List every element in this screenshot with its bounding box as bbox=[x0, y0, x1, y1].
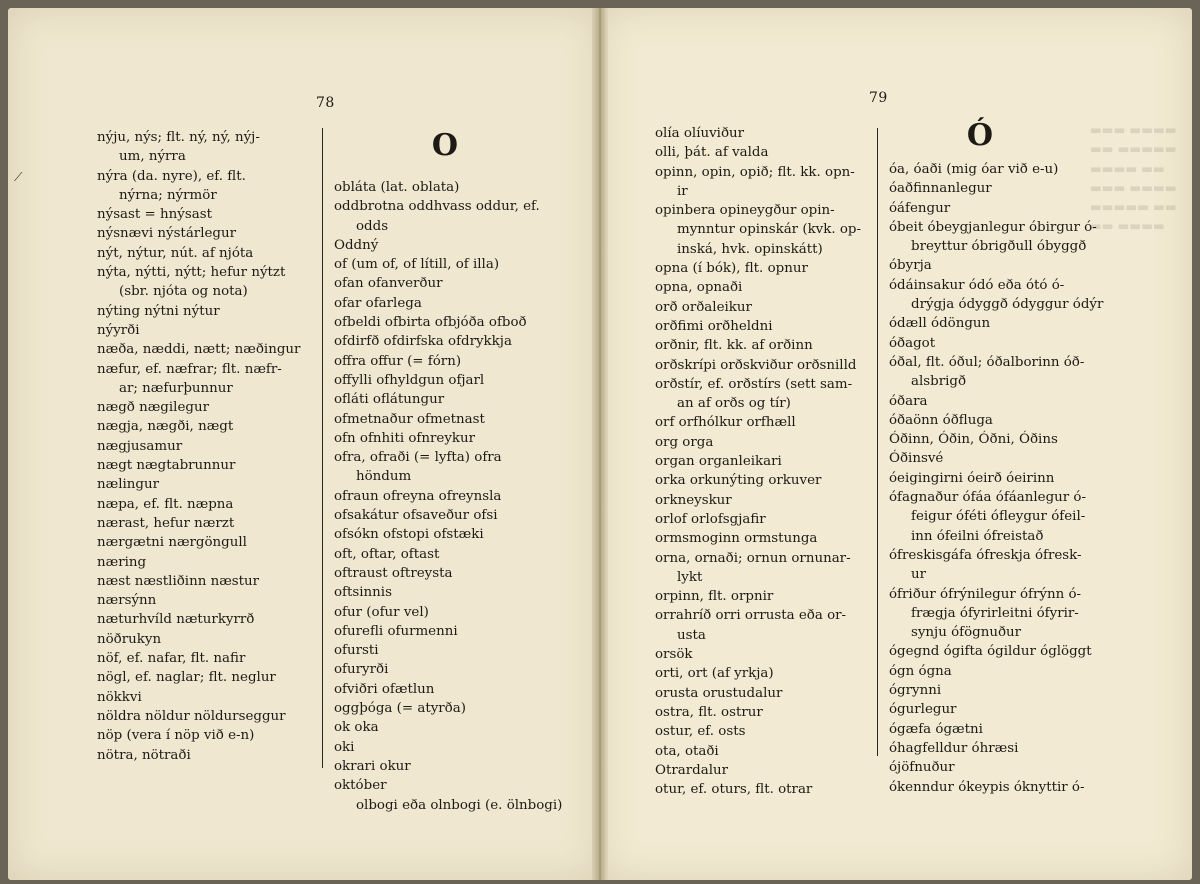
dictionary-entry: ógrynni bbox=[889, 683, 942, 699]
dictionary-entry: nægt nægtabrunnur bbox=[97, 458, 236, 474]
left-column-2 bbox=[334, 178, 563, 815]
dictionary-entry: synju ófögnuður bbox=[911, 625, 1022, 641]
section-letter-o-acute: Ó bbox=[966, 118, 994, 153]
dictionary-entry: ar; næfurþunnur bbox=[119, 380, 233, 396]
dictionary-entry: orrahríð orri orrusta eða or- bbox=[655, 608, 847, 624]
dictionary-entry: nærsýnn bbox=[97, 593, 157, 609]
bleed-through-decoration: ▬▬▬ ▬▬▬▬ ▬▬ ▬▬▬▬▬ ▬▬▬▬ ▬▬ ▬▬▬ ▬▬▬▬ ▬▬▬▬▬ ▬▬ ▬▬ ▬▬▬▬ bbox=[1090, 122, 1177, 234]
dictionary-entry: næring bbox=[97, 554, 147, 570]
dictionary-entry: alsbrigð bbox=[911, 374, 967, 390]
dictionary-entry: ofsakátur ofsaveður ofsi bbox=[334, 508, 498, 524]
right-column-2 bbox=[889, 160, 1114, 797]
dictionary-entry: nýra (da. nyre), ef. flt. bbox=[97, 168, 246, 184]
dictionary-entry: um, nýrra bbox=[119, 149, 186, 165]
dictionary-entry: óaðfinnanlegur bbox=[889, 181, 992, 197]
dictionary-entry: næða, næddi, nætt; næðingur bbox=[97, 342, 301, 358]
dictionary-entry: ormsmoginn ormstunga bbox=[655, 531, 818, 547]
dictionary-entry: orusta orustudalur bbox=[655, 685, 783, 701]
dictionary-entry: (sbr. njóta og nota) bbox=[119, 284, 248, 300]
margin-mark: ⟋ bbox=[14, 170, 23, 184]
dictionary-entry: obláta (lat. oblata) bbox=[334, 180, 460, 195]
dictionary-entry: lykt bbox=[677, 569, 703, 585]
dictionary-entry: ódæll ódöngun bbox=[889, 316, 991, 332]
dictionary-entry: nærgætni nærgöngull bbox=[97, 535, 247, 551]
dictionary-entry: óáfengur bbox=[889, 200, 951, 216]
dictionary-entry: oft, oftar, oftast bbox=[334, 546, 440, 562]
dictionary-entry: orka orkunýting orkuver bbox=[655, 473, 822, 489]
dictionary-entry: nýju, nýs; flt. ný, ný, nýj- bbox=[97, 130, 260, 145]
dictionary-entry: orti, ort (af yrkja) bbox=[655, 666, 774, 682]
dictionary-entry: nögl, ef. naglar; flt. neglur bbox=[97, 670, 276, 686]
dictionary-entry: ok oka bbox=[334, 720, 379, 736]
dictionary-entry: ofláti oflátungur bbox=[334, 392, 445, 408]
dictionary-entry: nöp (vera í nöp við e-n) bbox=[97, 728, 255, 744]
dictionary-entry: óðal, flt. óðul; óðalborinn óð- bbox=[889, 354, 1085, 370]
dictionary-entry: nötra, nötraði bbox=[97, 747, 191, 763]
dictionary-entry: drýgja ódyggð ódyggur ódýr bbox=[911, 297, 1104, 313]
dictionary-entry: ofra, ofraði (= lyfta) ofra bbox=[334, 450, 502, 466]
dictionary-entry: ofmetnaður ofmetnast bbox=[334, 411, 485, 427]
book-spine bbox=[592, 8, 608, 880]
section-letter-o: O bbox=[431, 128, 459, 163]
dictionary-entry: opna (í bók), flt. opnur bbox=[655, 261, 808, 277]
dictionary-entry: ur bbox=[911, 567, 927, 583]
dictionary-entry: nýsnævi nýstárlegur bbox=[97, 226, 237, 242]
dictionary-entry: usta bbox=[677, 627, 706, 643]
dictionary-entry: ofn ofnhiti ofnreykur bbox=[334, 430, 476, 446]
dictionary-entry: nýta, nýtti, nýtt; hefur nýtzt bbox=[97, 265, 286, 281]
dictionary-entry: orðskrípi orðskviður orðsnilld bbox=[655, 357, 857, 373]
dictionary-entry: ódáinsakur ódó eða ótó ó- bbox=[889, 277, 1065, 293]
dictionary-entry: næst næstliðinn næstur bbox=[97, 573, 260, 589]
dictionary-entry: frægja ófyrirleitni ófyrir- bbox=[911, 605, 1079, 621]
dictionary-entry: orsök bbox=[655, 647, 693, 663]
dictionary-entry: of (um of, of lítill, of illa) bbox=[334, 257, 500, 273]
dictionary-entry: nærast, hefur nærzt bbox=[97, 515, 235, 531]
dictionary-entry: ójöfnuður bbox=[889, 760, 955, 776]
dictionary-entry: nægja, nægði, nægt bbox=[97, 419, 234, 435]
dictionary-entry: orpinn, flt. orpnir bbox=[655, 589, 774, 605]
dictionary-entry: orna, ornaði; ornun ornunar- bbox=[655, 550, 851, 566]
dictionary-entry: nýsast = hnýsast bbox=[97, 207, 212, 223]
dictionary-entry: nýting nýtni nýtur bbox=[97, 303, 220, 319]
dictionary-entry: nýrna; nýrmör bbox=[119, 187, 217, 203]
dictionary-entry: ógn ógna bbox=[889, 663, 952, 679]
dictionary-entry: ógegnd ógifta ógildur óglöggt bbox=[889, 644, 1092, 660]
dictionary-entry: breyttur óbrigðull óbyggð bbox=[911, 239, 1087, 255]
dictionary-entry: olli, þát. af valda bbox=[655, 145, 769, 161]
dictionary-entry: næturhvíld næturkyrrð bbox=[97, 612, 255, 628]
page-number-left: 78 bbox=[316, 95, 335, 111]
dictionary-entry: nýt, nýtur, nút. af njóta bbox=[97, 245, 254, 261]
dictionary-entry: Otrardalur bbox=[655, 762, 729, 778]
dictionary-entry: oddbrotna oddhvass oddur, ef. bbox=[334, 199, 540, 215]
dictionary-entry: ofdirfð ofdirfska ofdrykkja bbox=[334, 334, 512, 350]
dictionary-entry: feigur óféti ófleygur ófeil- bbox=[911, 509, 1086, 525]
dictionary-entry: óðaönn óðfluga bbox=[889, 412, 993, 428]
dictionary-entry: otur, ef. oturs, flt. otrar bbox=[655, 782, 813, 798]
dictionary-entry: ofviðri ofætlun bbox=[334, 681, 435, 697]
dictionary-entry: an af orðs og tír) bbox=[677, 396, 791, 412]
dictionary-entry: nælingur bbox=[97, 477, 159, 493]
dictionary-entry: oki bbox=[334, 739, 355, 755]
dictionary-entry: næfur, ef. næfrar; flt. næfr- bbox=[97, 361, 282, 377]
dictionary-entry: Óðinsvé bbox=[889, 451, 944, 467]
dictionary-entry: ofraun ofreyna ofreynsla bbox=[334, 488, 502, 504]
dictionary-entry: óa, óaði (mig óar við e-u) bbox=[889, 162, 1059, 177]
dictionary-entry: nöldra nöldur nöldurseggur bbox=[97, 708, 286, 724]
dictionary-entry: Oddný bbox=[334, 237, 379, 253]
dictionary-entry: orð orðaleikur bbox=[655, 299, 752, 315]
dictionary-entry: opinbera opineygður opin- bbox=[655, 203, 835, 219]
right-column-1 bbox=[655, 124, 875, 799]
dictionary-entry: offra offur (= fórn) bbox=[334, 353, 462, 369]
dictionary-entry: ofan ofanverður bbox=[334, 276, 443, 292]
dictionary-entry: óðara bbox=[889, 393, 928, 409]
dictionary-entry: ostur, ef. osts bbox=[655, 724, 746, 740]
left-column-1 bbox=[97, 128, 317, 765]
dictionary-entry: ókenndur ókeypis óknyttir ó- bbox=[889, 779, 1085, 795]
dictionary-entry: ofuryrði bbox=[334, 662, 389, 678]
dictionary-entry: oftsinnis bbox=[334, 585, 392, 601]
dictionary-entry: ógurlegur bbox=[889, 702, 957, 718]
dictionary-entry: mynntur opinskár (kvk. op- bbox=[677, 222, 862, 238]
dictionary-entry: óbyrja bbox=[889, 258, 932, 274]
dictionary-entry: oggþóga (= atyrða) bbox=[334, 701, 466, 717]
dictionary-entry: ir bbox=[677, 183, 688, 199]
dictionary-entry: nægð nægilegur bbox=[97, 400, 209, 416]
dictionary-entry: orkneyskur bbox=[655, 492, 732, 508]
dictionary-entry: inská, hvk. opinskátt) bbox=[677, 241, 823, 257]
page-number-right: 79 bbox=[869, 90, 888, 106]
dictionary-entry: október bbox=[334, 778, 387, 794]
dictionary-entry: inn ófeilni ófreistað bbox=[911, 528, 1044, 544]
dictionary-entry: offylli ofhyldgun ofjarl bbox=[334, 372, 485, 388]
dictionary-entry: nýyrði bbox=[97, 322, 140, 338]
dictionary-entry: ófreskisgáfa ófreskja ófresk- bbox=[889, 547, 1082, 563]
dictionary-entry: nöðrukyn bbox=[97, 631, 162, 647]
column-divider-right bbox=[877, 128, 878, 756]
dictionary-entry: óbeit óbeygjanlegur óbirgur ó- bbox=[889, 219, 1097, 235]
dictionary-entry: óhagfelldur óhræsi bbox=[889, 740, 1019, 756]
dictionary-entry: óðagot bbox=[889, 335, 936, 351]
dictionary-entry: opinn, opin, opið; flt. kk. opn- bbox=[655, 164, 855, 180]
dictionary-entry: ofursti bbox=[334, 643, 379, 659]
dictionary-entry: orðnir, flt. kk. af orðinn bbox=[655, 338, 813, 354]
dictionary-entry: nökkvi bbox=[97, 689, 142, 705]
dictionary-entry: olbogi eða olnbogi (e. ölnbogi) bbox=[356, 797, 563, 813]
dictionary-entry: ófriður ófrýnilegur ófrýnn ó- bbox=[889, 586, 1082, 602]
dictionary-entry: okrari okur bbox=[334, 758, 411, 774]
dictionary-entry: organ organleikari bbox=[655, 454, 782, 470]
dictionary-entry: orðfimi orðheldni bbox=[655, 318, 773, 334]
dictionary-entry: ostra, flt. ostrur bbox=[655, 704, 763, 720]
dictionary-entry: org orga bbox=[655, 434, 714, 450]
dictionary-entry: oftraust oftreysta bbox=[334, 565, 453, 581]
dictionary-entry: óeigingirni óeirð óeirinn bbox=[889, 470, 1055, 486]
dictionary-entry: opna, opnaði bbox=[655, 280, 743, 296]
dictionary-entry: ófagnaður ófáa ófáanlegur ó- bbox=[889, 490, 1087, 506]
dictionary-entry: ota, otaði bbox=[655, 743, 719, 759]
dictionary-entry: orðstír, ef. orðstírs (sett sam- bbox=[655, 376, 853, 392]
dictionary-entry: nöf, ef. nafar, flt. nafir bbox=[97, 651, 246, 667]
dictionary-entry: ofurefli ofurmenni bbox=[334, 623, 458, 639]
dictionary-entry: næpa, ef. flt. næpna bbox=[97, 496, 234, 512]
dictionary-entry: höndum bbox=[356, 469, 412, 485]
dictionary-entry: ofsókn ofstopi ofstæki bbox=[334, 527, 484, 543]
dictionary-entry: nægjusamur bbox=[97, 438, 183, 454]
dictionary-entry: odds bbox=[356, 218, 389, 234]
dictionary-entry: ofbeldi ofbirta ofbjóða ofboð bbox=[334, 315, 527, 331]
dictionary-entry: olía olíuviður bbox=[655, 126, 745, 141]
dictionary-entry: ofar ofarlega bbox=[334, 295, 422, 311]
dictionary-entry: Óðinn, Óðin, Óðni, Óðins bbox=[889, 432, 1058, 448]
dictionary-entry: ofur (ofur vel) bbox=[334, 604, 429, 620]
dictionary-entry: orlof orlofsgjafir bbox=[655, 511, 766, 527]
column-divider-left bbox=[322, 128, 323, 768]
dictionary-entry: ógæfa ógætni bbox=[889, 721, 983, 737]
dictionary-entry: orf orfhólkur orfhæll bbox=[655, 415, 796, 431]
